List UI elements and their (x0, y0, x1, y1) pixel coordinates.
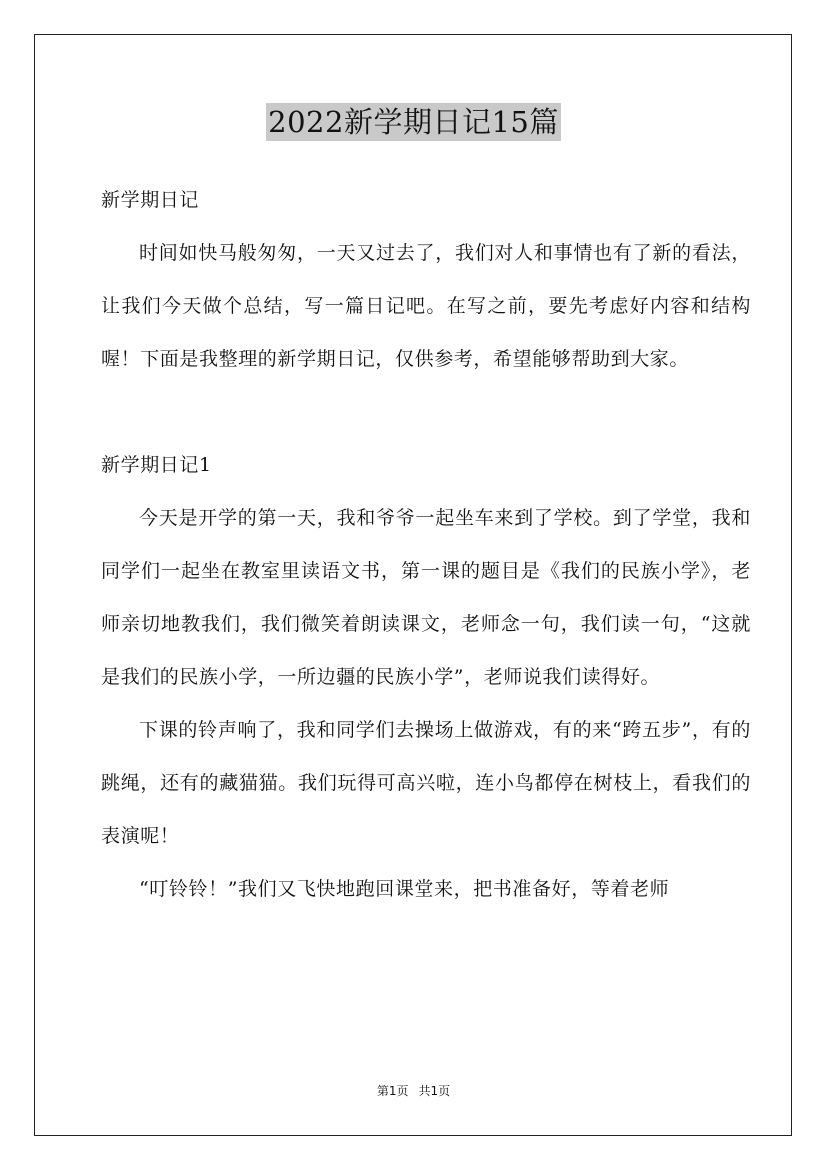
page-total: 共1页 (418, 1084, 451, 1098)
intro-paragraph: 时间如快马般匆匆，一天又过去了，我们对人和事情也有了新的看法，让我们今天做个总结，写一篇日记吧。在写之前，要先考虑好内容和结构喔！下面是我整理的新学期日记，仅供参考，希望能够帮助到大家。 (101, 242, 751, 370)
document-title: 2022新学期日记15篇 (268, 105, 559, 139)
title-container (0, 103, 827, 141)
section-1-paragraph: 下课的铃声响了，我和同学们去操场上做游戏，有的来“跨五步”，有的跳绳，还有的藏猫猫。我们玩得可高兴啦，连小鸟都停在树枝上，看我们的表演呢！ (101, 719, 751, 847)
section-spacer (101, 386, 751, 439)
page-footer (0, 1083, 827, 1099)
section-1-paragraph: 今天是开学的第一天，我和爷爷一起坐车来到了学校。到了学堂，我和同学们一起坐在教室里读语文书，第一课的题目是《我们的民族小学》，老师亲切地教我们，我们微笑着朗读课文，老师念一句，我们读一句，“这就是我们的民族小学，一所边疆的民族小学”，老师说我们读得好。 (101, 507, 751, 688)
page-number: 第1页 (376, 1084, 409, 1098)
intro-heading: 新学期日记 (101, 189, 200, 211)
section-1-paragraph: “叮铃铃！”我们又飞快地跑回课堂来，把书准备好，等着老师 (139, 878, 670, 900)
section-1-heading: 新学期日记1 (101, 454, 212, 476)
document-body (101, 174, 751, 916)
